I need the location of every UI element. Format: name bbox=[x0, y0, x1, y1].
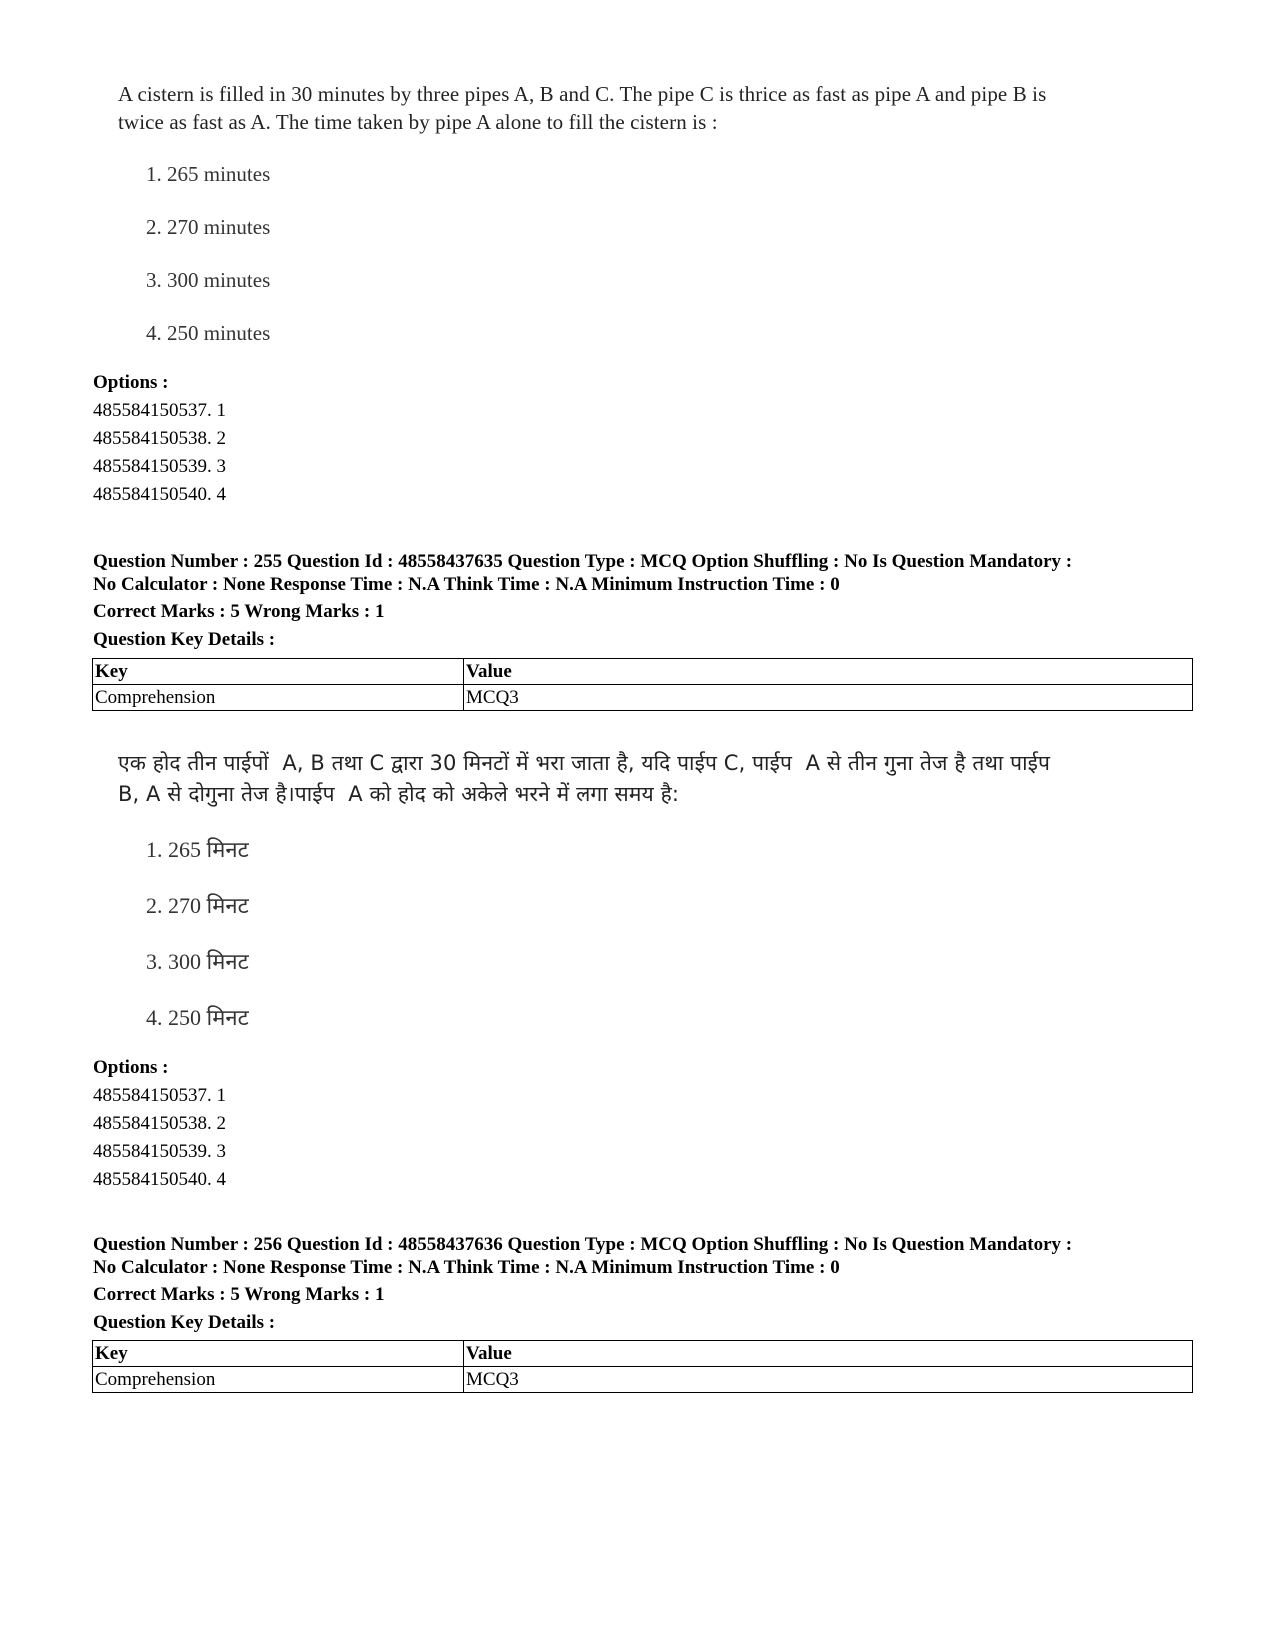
key-details-table bbox=[92, 658, 1193, 711]
choice-2: 2. 270 मिनट bbox=[146, 893, 249, 918]
option-row: 485584150537. 1 bbox=[93, 1085, 226, 1106]
table-header-key: Key bbox=[93, 659, 464, 685]
choice-1: 1. 265 minutes bbox=[146, 162, 271, 186]
key-details-label: Question Key Details : bbox=[93, 1312, 276, 1333]
question-meta-line-1: Question Number : 255 Question Id : 48558437635 Question Type : MCQ Option Shuffling : No Is Question Mandatory : bbox=[93, 551, 1073, 572]
choice-2: 2. 270 minutes bbox=[146, 215, 271, 239]
marks-line: Correct Marks : 5 Wrong Marks : 1 bbox=[93, 601, 385, 622]
option-row: 485584150539. 3 bbox=[93, 1141, 226, 1162]
option-row: 485584150540. 4 bbox=[93, 1169, 226, 1190]
table-cell-value: MCQ3 bbox=[464, 1367, 1193, 1393]
choice-3: 3. 300 minutes bbox=[146, 268, 271, 292]
key-details-table bbox=[92, 1340, 1193, 1393]
option-row: 485584150540. 4 bbox=[93, 484, 226, 505]
option-row: 485584150539. 3 bbox=[93, 456, 226, 477]
question-text: एक होद तीन पाईपों A, B तथा C द्वारा 30 मिनटों में भरा जाता है, यदि पाईप C, पाईप A से तीन गुना तेज है तथा पाईप B, A से दोगुना तेज है।पाईप A को होद को अकेले भरने में लगा समय है: bbox=[118, 751, 1051, 806]
options-label: Options : bbox=[93, 1057, 169, 1078]
key-details-label: Question Key Details : bbox=[93, 629, 276, 650]
table-header-row bbox=[93, 1341, 1193, 1367]
question-meta-line-1: Question Number : 256 Question Id : 48558437636 Question Type : MCQ Option Shuffling : No Is Question Mandatory : bbox=[93, 1234, 1073, 1255]
question-image-english bbox=[118, 80, 1178, 360]
choice-4: 4. 250 minutes bbox=[146, 321, 271, 345]
choice-1: 1. 265 मिनट bbox=[146, 837, 249, 862]
table-cell-key: Comprehension bbox=[93, 1367, 464, 1393]
table-header-key: Key bbox=[93, 1341, 464, 1367]
table-cell-key: Comprehension bbox=[93, 685, 464, 711]
question-text: A cistern is filled in 30 minutes by three pipes A, B and C. The pipe C is thrice as fast as pipe A and pipe B is twice as fast as A. The time taken by pipe A alone to fill the cistern is : bbox=[118, 82, 1047, 134]
question-meta-line-2: No Calculator : None Response Time : N.A Think Time : N.A Minimum Instruction Time : 0 bbox=[93, 1257, 840, 1278]
question-meta bbox=[93, 550, 1203, 596]
choice-3: 3. 300 मिनट bbox=[146, 949, 249, 974]
table-header-row bbox=[93, 659, 1193, 685]
table-header-value: Value bbox=[464, 1341, 1193, 1367]
choice-4: 4. 250 मिनट bbox=[146, 1005, 249, 1030]
question-meta-line-2: No Calculator : None Response Time : N.A Think Time : N.A Minimum Instruction Time : 0 bbox=[93, 574, 840, 595]
option-row: 485584150537. 1 bbox=[93, 400, 226, 421]
table-row bbox=[93, 685, 1193, 711]
table-cell-value: MCQ3 bbox=[464, 685, 1193, 711]
table-header-value: Value bbox=[464, 659, 1193, 685]
options-label: Options : bbox=[93, 372, 169, 393]
question-meta bbox=[93, 1233, 1203, 1279]
table-row bbox=[93, 1367, 1193, 1393]
question-image-hindi bbox=[118, 748, 1178, 1038]
option-row: 485584150538. 2 bbox=[93, 428, 226, 449]
marks-line: Correct Marks : 5 Wrong Marks : 1 bbox=[93, 1284, 385, 1305]
option-row: 485584150538. 2 bbox=[93, 1113, 226, 1134]
